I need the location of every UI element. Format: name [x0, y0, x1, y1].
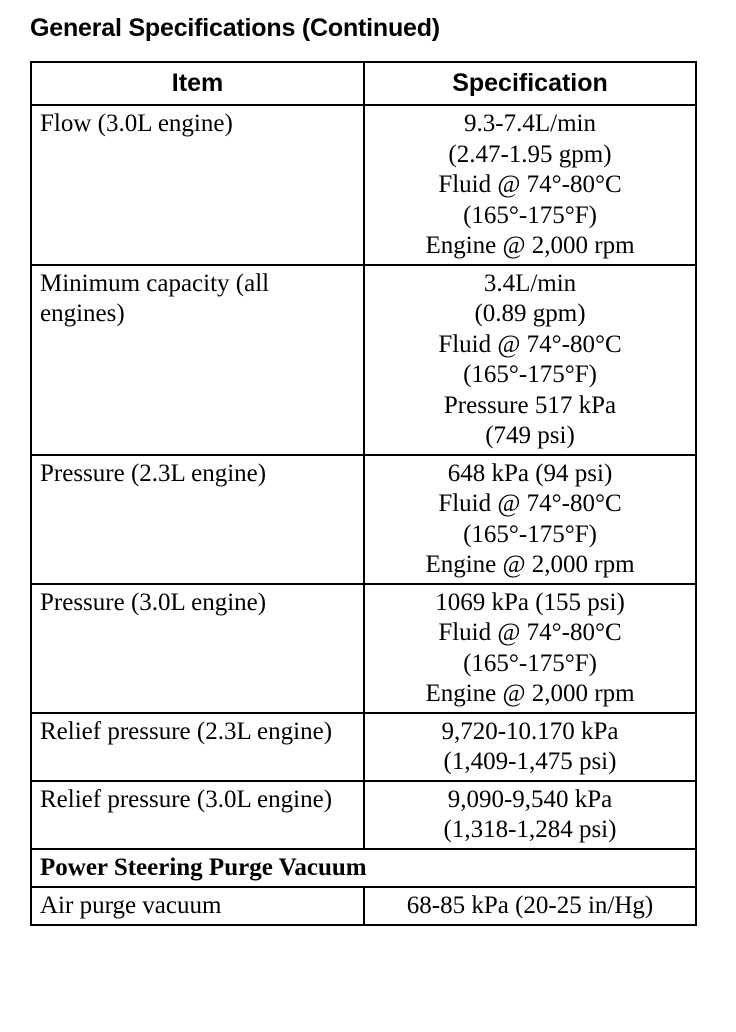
spec-line: Engine @ 2,000 rpm: [425, 680, 635, 707]
page-title: General Specifications (Continued): [30, 14, 440, 42]
spec-line: 648 kPa (94 psi): [447, 459, 613, 487]
spec-line: Pressure 517 kPa: [443, 391, 617, 419]
spec-cell: [364, 584, 696, 713]
header-item: Item: [31, 62, 364, 105]
spec-cell: [364, 265, 696, 455]
table-row: [31, 713, 696, 781]
spec-line: (1,409-1,475 psi): [443, 748, 617, 775]
section-title: Power Steering Purge Vacuum: [31, 849, 696, 888]
table-row: [31, 455, 696, 584]
spec-line: (2.47-1.95 gpm): [448, 140, 612, 168]
spec-cell: [364, 455, 696, 584]
item-cell: Relief pressure (3.0L engine): [31, 781, 364, 849]
section-header-row: [31, 849, 696, 888]
item-cell: Air purge vacuum: [31, 887, 364, 925]
table-row: [31, 265, 696, 455]
specifications-table: [30, 61, 697, 926]
spec-line: 3.4L/min: [483, 269, 577, 297]
spec-cell: [364, 887, 696, 925]
item-cell: Relief pressure (2.3L engine): [31, 713, 364, 781]
spec-line: (165°-175°F): [463, 649, 597, 677]
spec-line: 9,720-10.170 kPa: [441, 717, 619, 745]
spec-line: (165°-175°F): [463, 201, 597, 229]
spec-cell: [364, 713, 696, 781]
table-row: [31, 584, 696, 713]
header-specification: Specification: [364, 62, 696, 105]
spec-line: (165°-175°F): [463, 361, 597, 388]
item-cell: Pressure (2.3L engine): [31, 455, 364, 584]
spec-line: 68-85 kPa (20-25 in/Hg): [406, 892, 654, 919]
table-header-row: [31, 62, 696, 105]
spec-line: Fluid @ 74°-80°C: [438, 619, 622, 646]
spec-line: 9,090-9,540 kPa: [447, 785, 613, 813]
table-row: [31, 887, 696, 925]
spec-line: Fluid @ 74°-80°C: [438, 330, 622, 358]
item-cell: Flow (3.0L engine): [31, 105, 364, 265]
spec-line: 1069 kPa (155 psi): [435, 588, 625, 616]
spec-line: 9.3-7.4L/min: [464, 110, 596, 137]
spec-line: Fluid @ 74°-80°C: [438, 171, 622, 198]
table-row: [31, 781, 696, 849]
spec-line: (749 psi): [485, 422, 575, 449]
item-cell: Pressure (3.0L engine): [31, 584, 364, 713]
spec-line: Engine @ 2,000 rpm: [425, 232, 635, 259]
item-cell: Minimum capacity (all engines): [31, 265, 364, 455]
spec-line: (165°-175°F): [463, 520, 597, 548]
table-row: [31, 105, 696, 265]
spec-line: (0.89 gpm): [474, 300, 586, 327]
spec-line: Engine @ 2,000 rpm: [425, 551, 635, 578]
spec-line: (1,318-1,284 psi): [443, 816, 617, 843]
spec-line: Fluid @ 74°-80°C: [438, 490, 622, 517]
spec-cell: [364, 105, 696, 265]
spec-cell: [364, 781, 696, 849]
